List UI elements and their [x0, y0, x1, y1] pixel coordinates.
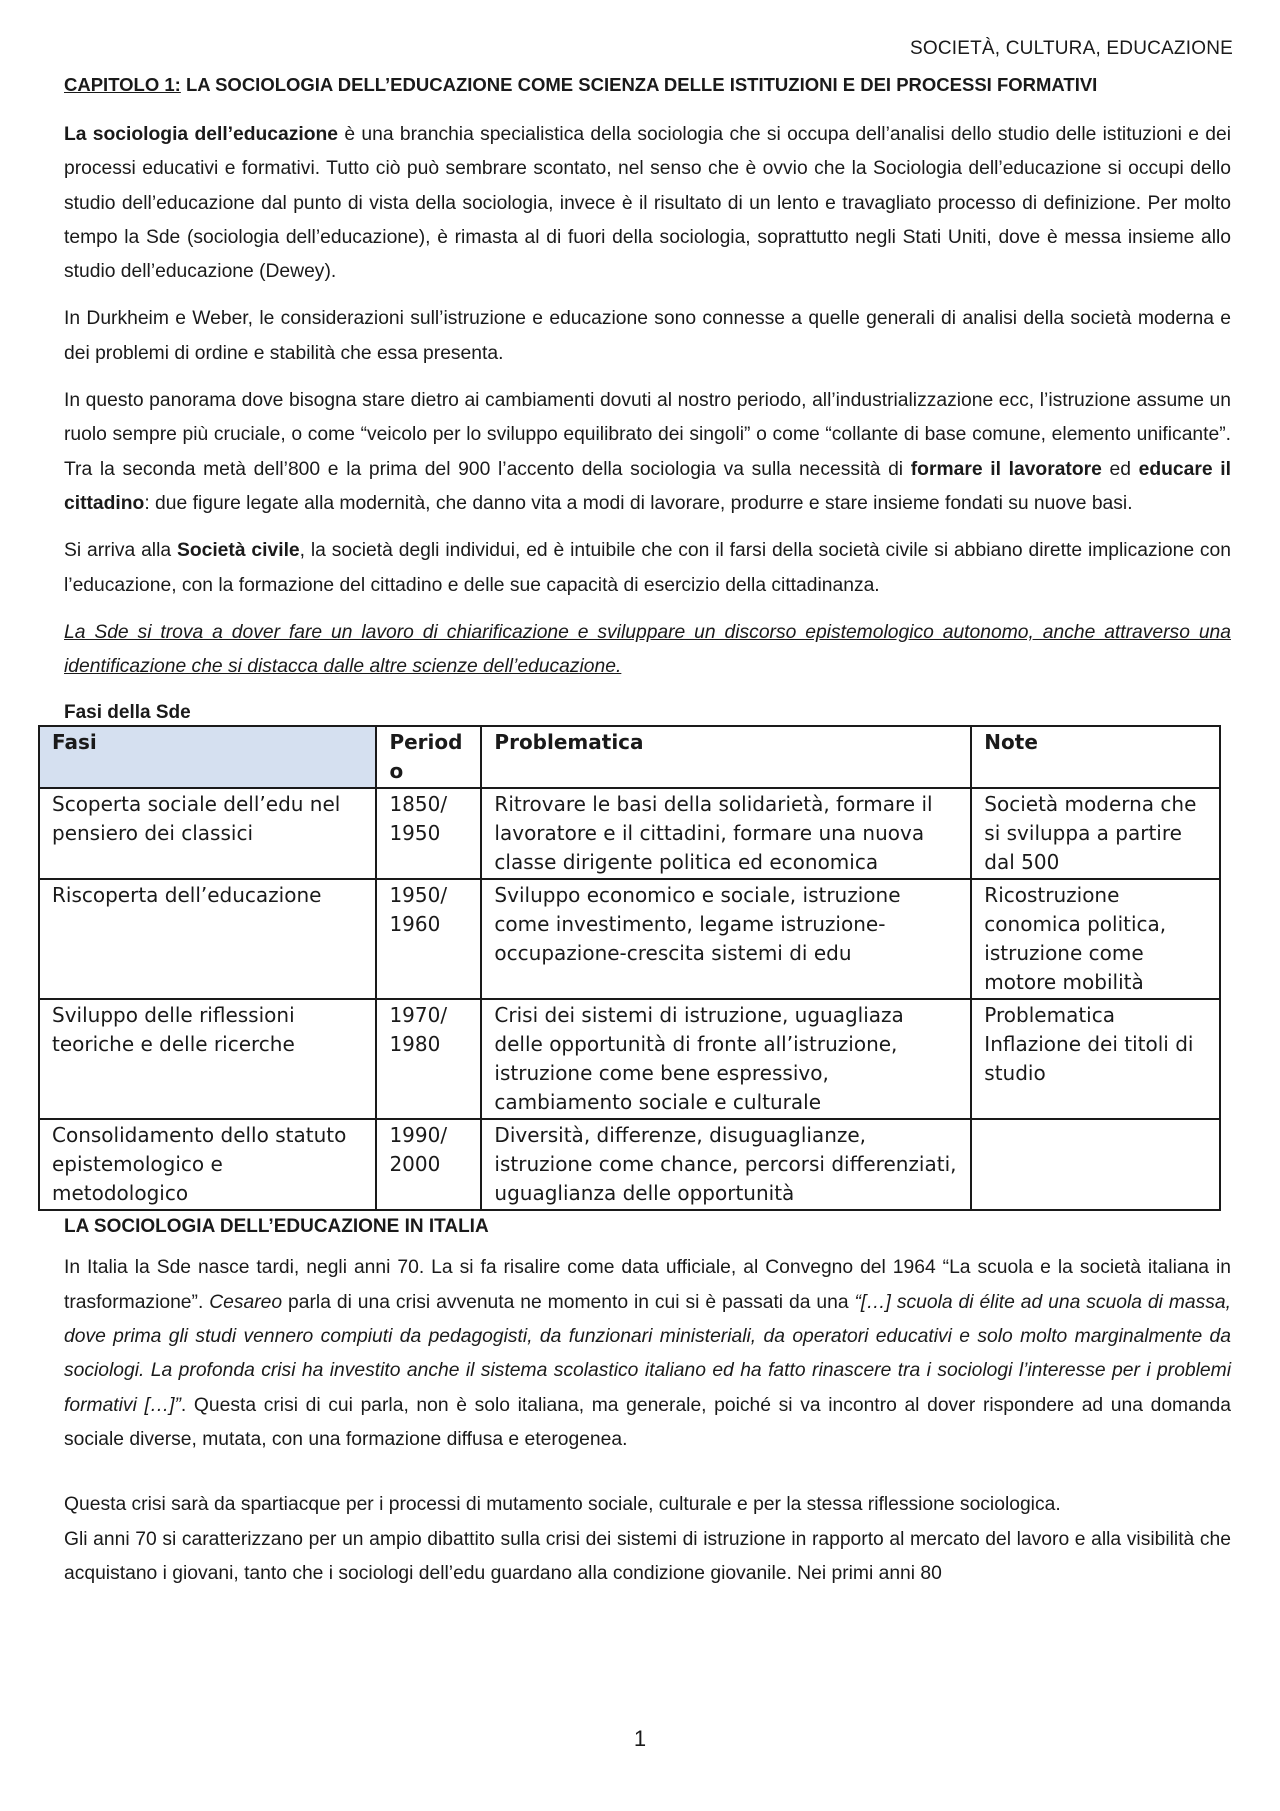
paragraph-italia-3: Gli anni 70 si caratterizzano per un ampio dibattito sulla crisi dei sistemi di istruzione in rapporto al mercato del lavoro e alla visibilità che acquistano i giovani, tanto che i sociologi dell’edu guardano alla condizione giovanile. Nei primi anni 80: [64, 1528, 1231, 1584]
table-row: [39, 999, 1220, 1119]
header-periodo: Period o: [376, 726, 481, 788]
paragraph-3-text-d: : due figure legate alla modernità, che danno vita a modi di lavorare, produrre e stare insieme fondati su nuove basi.: [144, 492, 1133, 514]
paragraph-4: [64, 534, 1231, 603]
paragraph-5: [64, 616, 1231, 685]
paragraph-1-text: è una branchia specialistica della sociologia che si occupa dell’analisi dello studio delle istituzioni e dei processi educativi e formativi. Tutto ciò può sembrare scontato, nel senso che è ovvio che la Sociologia dell’educazione si occupi dello studio dell’educazione dal punto di vista della sociologia, invece è il risultato di un lento e travagliato processo di definizione. Per molto tempo la Sde (sociologia dell’educazione), è rimasta al di fuori della sociologia, soprattutto negli Stati Uniti, dove è messa insieme allo studio dell’educazione (Dewey).: [64, 124, 1232, 283]
table-cell: Problematica Inflazione dei titoli di studio: [971, 999, 1220, 1119]
paragraph-3: [64, 384, 1231, 521]
header-note: Note: [971, 726, 1220, 788]
chapter-label: CAPITOLO 1:: [64, 74, 181, 95]
phases-table: [38, 725, 1221, 1211]
paragraph-3-bold-2: educare il cittadino: [64, 458, 1231, 514]
document-body: [52, 118, 1232, 1591]
table-cell: Ritrovare le basi della solidarietà, formare il lavoratore e il cittadini, formare una nuova classe dirigente politica ed economica: [481, 788, 971, 879]
paragraph-3-text-c: ed: [1101, 458, 1139, 480]
header-fasi: Fasi: [39, 726, 376, 788]
paragraph-italia-1: [64, 1251, 1231, 1457]
section-title: LA SOCIOLOGIA DELL’EDUCAZIONE IN ITALIA: [64, 1216, 489, 1238]
table-cell: Società moderna che si sviluppa a partire dal 500: [971, 788, 1220, 879]
chapter-title: [64, 74, 1234, 96]
table-caption: Fasi della Sde: [64, 702, 191, 724]
chapter-heading: LA SOCIOLOGIA DELL’EDUCAZIONE COME SCIENZA DELLE ISTITUZIONI E DEI PROCESSI FORMATIVI: [180, 74, 1098, 95]
paragraph-4-bold: Società civile: [176, 540, 300, 562]
italia-italic-author: Cesareo: [209, 1291, 283, 1313]
paragraph-3-bold-1: formare il lavoratore: [910, 458, 1102, 480]
table-cell: 1970/ 1980: [376, 999, 481, 1119]
paragraph-3-text-a: In questo panorama dove bisogna stare dietro ai cambiamenti dovuti al nostro periodo, all’industrializzazione ecc, l’istruzione assume un ruolo sempre più cruciale, o come “veicolo per lo sviluppo equilibrato dei singoli” o come “collante di base comune, elemento unificante”. Tra la seconda metà dell’800 e la prima del 900 l’accento della sociologia va sulla necessità di: [64, 390, 1231, 480]
table-row: [39, 788, 1220, 879]
table-cell: [971, 1119, 1220, 1210]
paragraph-5-text: La Sde si trova a dover fare un lavoro di chiarificazione e sviluppare un discorso epistemologico autonomo, anche attraverso una identificazione che si distacca dalle altre scienze dell’educazione.: [64, 621, 1231, 678]
table-cell: Sviluppo economico e sociale, istruzione come investimento, legame istruzione-occupazione-crescita sistemi di edu: [481, 879, 971, 999]
page-number: 1: [633, 1726, 647, 1751]
italia-text-a: In Italia la Sde nasce tardi, negli anni 70. La si fa risalire come data ufficiale, al Convegno del 1964 “La scuola e la società italiana in trasformazione”.: [64, 1257, 1231, 1313]
table-row: [39, 1119, 1220, 1210]
running-header: SOCIETÀ, CULTURA, EDUCAZIONE: [909, 38, 1233, 59]
table-cell: Sviluppo delle riflessioni teoriche e delle ricerche: [39, 999, 376, 1119]
table-cell: Consolidamento dello statuto epistemologico e metodologico: [39, 1119, 376, 1210]
table-cell: Scoperta sociale dell’edu nel pensiero dei classici: [39, 788, 376, 879]
italia-text-b: parla di una crisi avvenuta ne momento in cui si è passati da una: [282, 1291, 855, 1313]
paragraph-1: [64, 118, 1231, 289]
paragraph-italia-2: Questa crisi sarà da spartiacque per i processi di mutamento sociale, culturale e per la stessa riflessione sociologica.: [64, 1494, 1061, 1516]
table-cell: Ricostruzione conomica politica, istruzione come motore mobilità: [971, 879, 1220, 999]
table-cell: Riscoperta dell’educazione: [39, 879, 376, 999]
table-cell: 1990/ 2000: [376, 1119, 481, 1210]
header-problematica: Problematica: [481, 726, 971, 788]
table-cell: 1950/ 1960: [376, 879, 481, 999]
table-cell: Diversità, differenze, disuguaglianze, istruzione come chance, percorsi differenziati, uguaglianza delle opportunità: [481, 1119, 971, 1210]
table-cell: 1850/ 1950: [376, 788, 481, 879]
italia-italic-quote: “[…] scuola di élite ad una scuola di massa, dove prima gli studi vennero compiuti da pedagogisti, da funzionari ministeriali, da operatori educativi e solo molto marginalmente da sociologi. La profonda crisi ha investito anche il sistema scolastico italiano ed ha fatto rinascere tra i sociologi l’interesse per i problemi formativi […]”: [64, 1291, 1231, 1416]
paragraph-2: In Durkheim e Weber, le considerazioni sull’istruzione e educazione sono connesse a quelle generali di analisi della società moderna e dei problemi di ordine e stabilità che essa presenta.: [64, 308, 1231, 364]
paragraph-4-text-c: , la società degli individui, ed è intuibile che con il farsi della società civile si abbiano dirette implicazione con l’educazione, con la formazione del cittadino e delle sue capacità di esercizio della cittadinanza.: [64, 540, 1231, 596]
paragraph-1-bold: La sociologia dell’educazione: [64, 124, 339, 145]
italia-text-c: . Questa crisi di cui parla, non è solo italiana, ma generale, poiché si va incontro al dover rispondere ad una domanda sociale diverse, mutata, con una formazione diffusa e eterogenea.: [64, 1394, 1232, 1450]
blank-line: [64, 1470, 1231, 1488]
paragraph-4-text-a: Si arriva alla: [64, 540, 177, 562]
table-header-row: [39, 726, 1220, 788]
table-row: [39, 879, 1220, 999]
table-cell: Crisi dei sistemi di istruzione, uguagliaza delle opportunità di fronte all’istruzione, istruzione come bene espressivo, cambiamento sociale e culturale: [481, 999, 971, 1119]
